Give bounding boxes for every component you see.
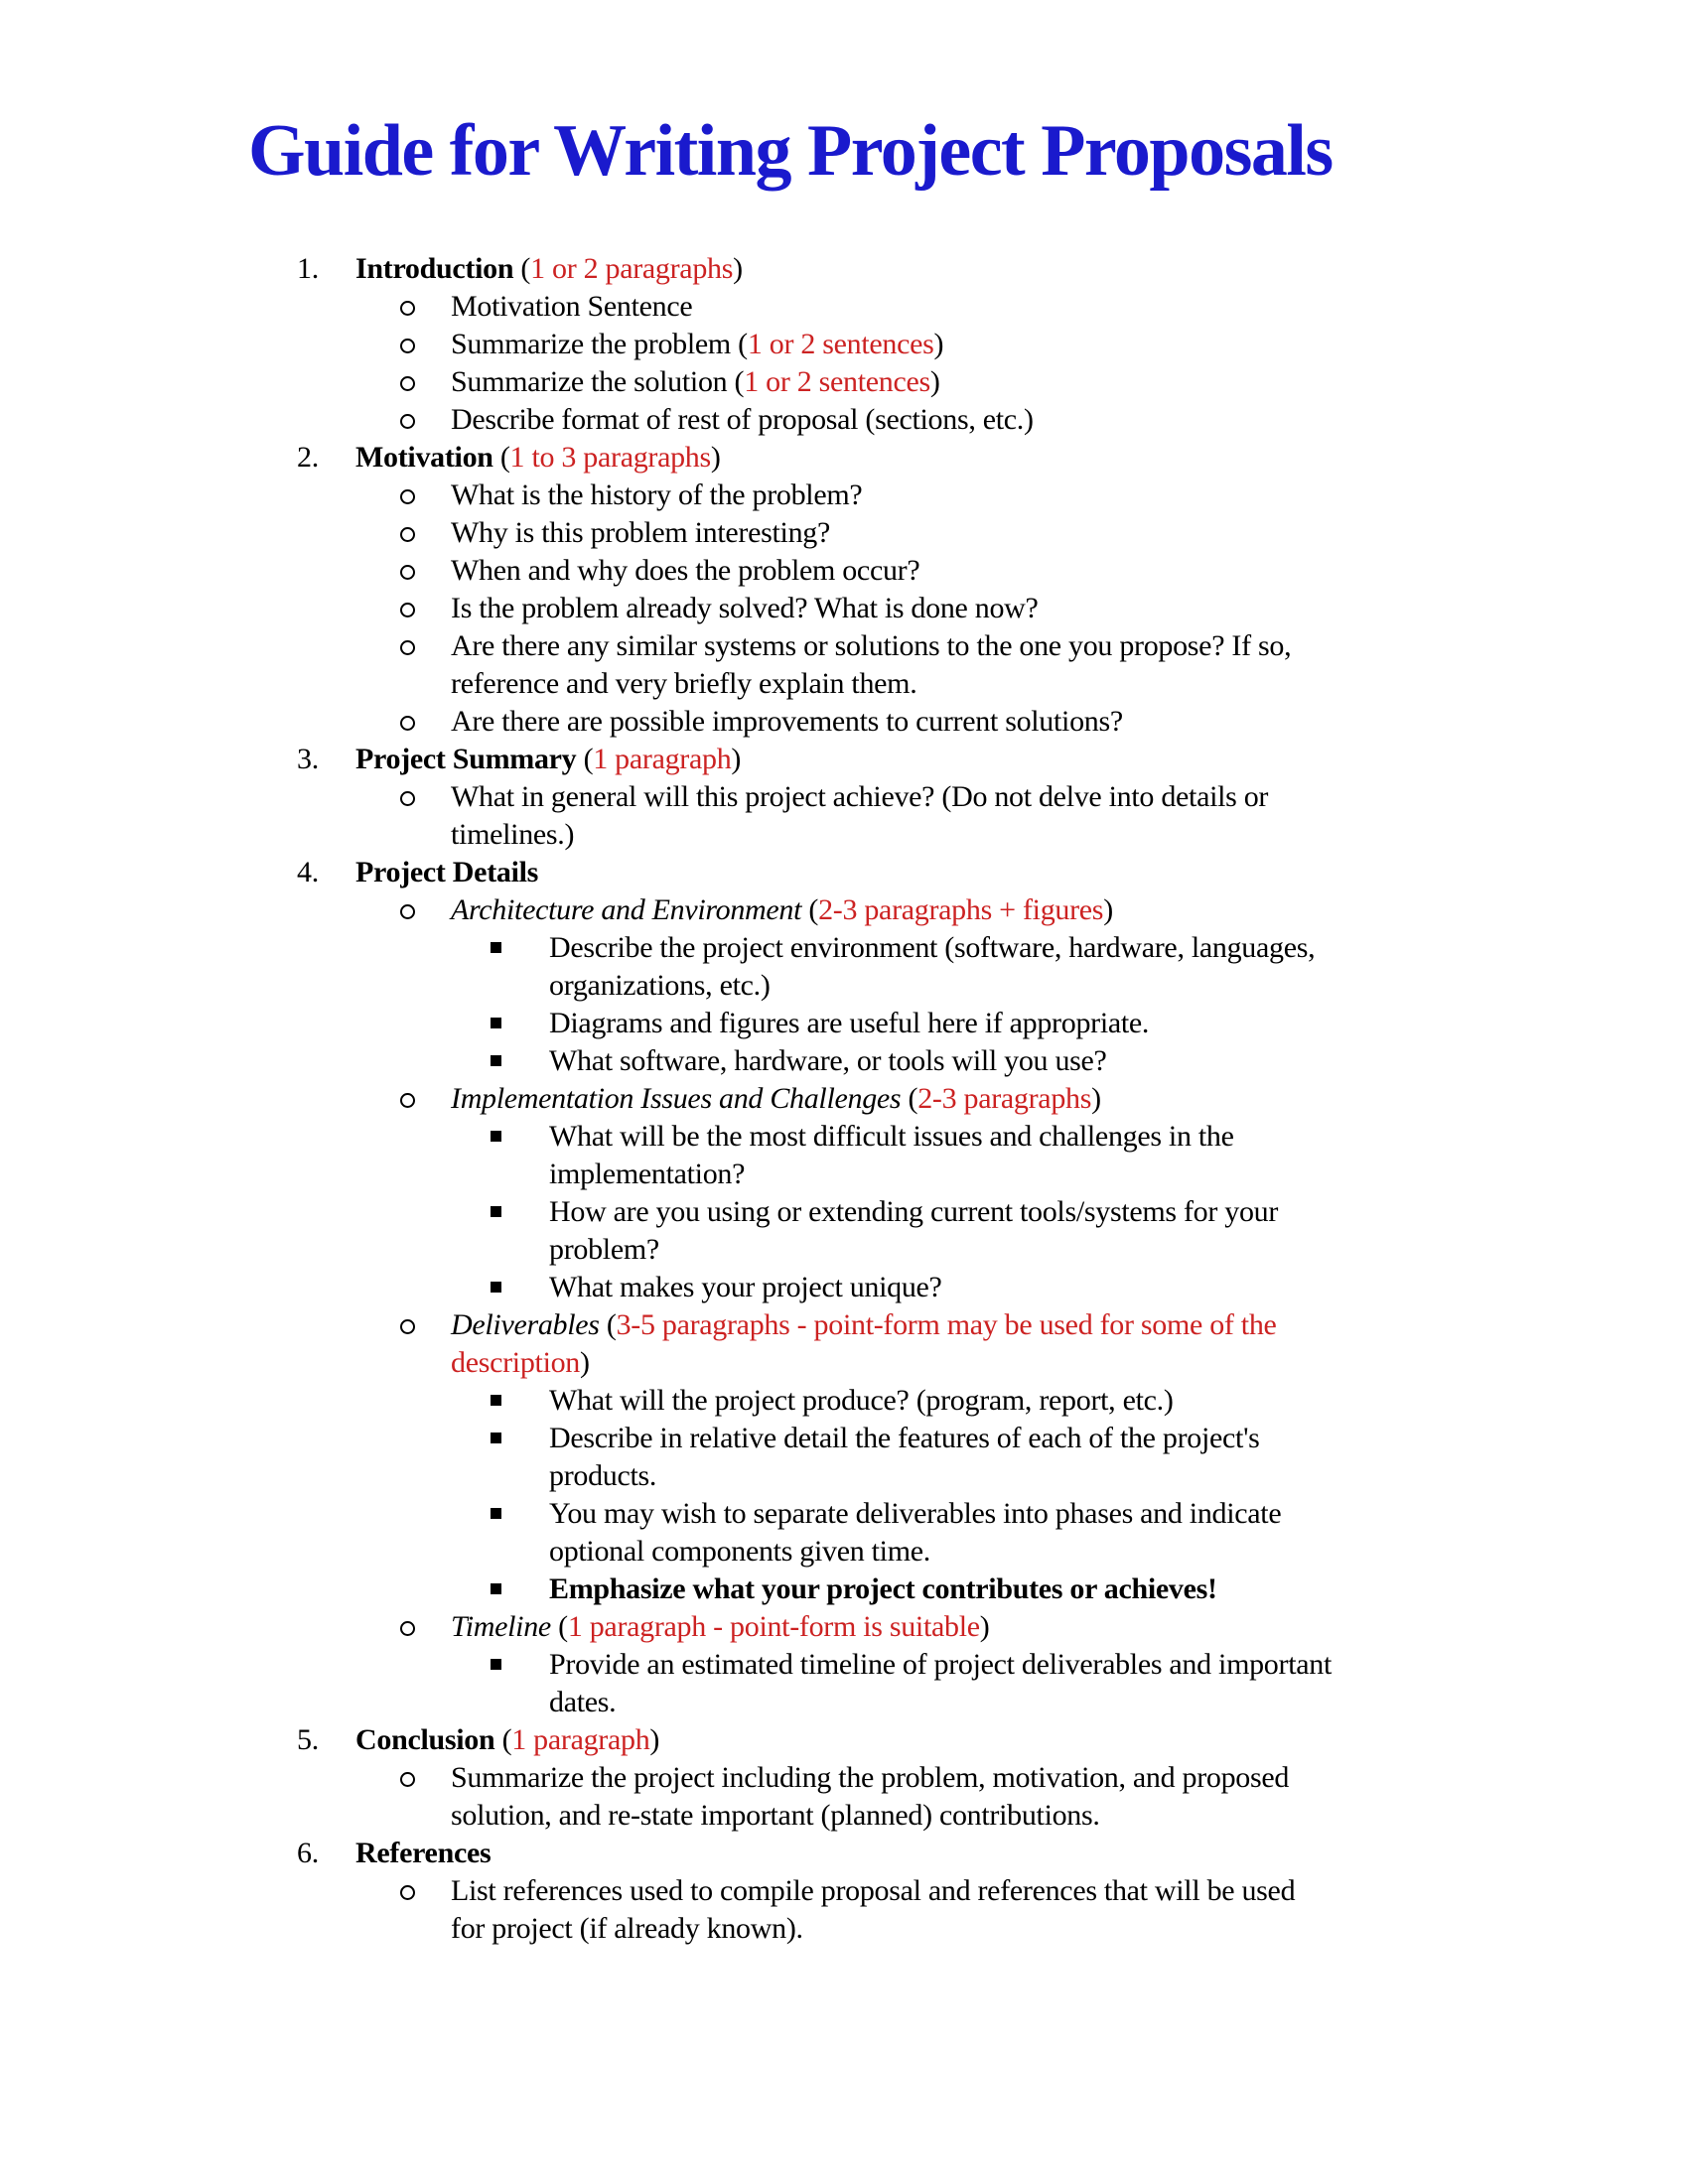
text-segment: 1 paragraph - point-form is suitable bbox=[567, 1610, 980, 1643]
text-segment: 1 paragraph bbox=[593, 743, 732, 775]
bullet-marker bbox=[400, 891, 451, 929]
text-segment: List references used to compile proposal and references that will be used bbox=[451, 1874, 1296, 1907]
circle-bullet-icon bbox=[400, 640, 415, 655]
text-segment: Why is this problem interesting? bbox=[451, 516, 830, 549]
list-line-continuation bbox=[0, 1684, 1688, 1721]
square-bullet-icon bbox=[491, 942, 501, 953]
line-text bbox=[549, 1535, 930, 1568]
text-segment: 1 or 2 sentences bbox=[744, 365, 930, 398]
list-item-level-1 bbox=[0, 741, 1688, 778]
line-text bbox=[451, 290, 692, 323]
list-item-level-2 bbox=[0, 288, 1688, 326]
bullet-marker bbox=[491, 1382, 549, 1420]
line-text bbox=[451, 365, 940, 398]
line-text bbox=[549, 1686, 616, 1718]
text-segment: Are there any similar systems or solutions to the one you propose? If so, bbox=[451, 629, 1292, 662]
text-segment: 1 to 3 paragraphs bbox=[509, 441, 711, 474]
line-text bbox=[549, 1158, 745, 1190]
text-segment: ( bbox=[550, 1610, 568, 1643]
list-number: 6. bbox=[297, 1837, 319, 1869]
list-number: 5. bbox=[297, 1723, 319, 1756]
square-bullet-icon bbox=[491, 1018, 501, 1028]
list-item-level-3 bbox=[0, 1382, 1688, 1420]
circle-bullet-icon bbox=[400, 489, 415, 504]
bullet-marker bbox=[400, 703, 451, 741]
text-segment: 2-3 paragraphs bbox=[917, 1082, 1092, 1115]
text-segment: Deliverables bbox=[451, 1308, 600, 1341]
text-segment: ( bbox=[599, 1308, 617, 1341]
circle-bullet-icon bbox=[400, 603, 415, 617]
bullet-marker bbox=[400, 1306, 451, 1344]
line-text bbox=[451, 893, 1113, 926]
circle-bullet-icon bbox=[400, 1093, 415, 1108]
text-segment: for project (if already known). bbox=[451, 1912, 803, 1945]
list-item-level-3 bbox=[0, 1042, 1688, 1080]
text-segment: ( bbox=[576, 743, 594, 775]
line-text bbox=[451, 1761, 1289, 1794]
text-segment: ) bbox=[933, 328, 944, 360]
circle-bullet-icon bbox=[400, 376, 415, 391]
text-segment: Summarize the solution ( bbox=[451, 365, 745, 398]
text-segment: How are you using or extending current tools/systems for your bbox=[549, 1195, 1279, 1228]
circle-bullet-icon bbox=[400, 1885, 415, 1900]
list-line-continuation bbox=[0, 1910, 1688, 1948]
list-item-level-2 bbox=[0, 891, 1688, 929]
text-segment: What makes your project unique? bbox=[549, 1271, 942, 1303]
line-text bbox=[451, 705, 1123, 738]
line-text bbox=[355, 856, 538, 888]
line-text bbox=[451, 667, 916, 700]
outline-list bbox=[0, 250, 1688, 1948]
bullet-marker bbox=[400, 590, 451, 627]
text-segment: Project Summary bbox=[355, 743, 577, 775]
text-segment: Motivation bbox=[355, 441, 493, 474]
line-text bbox=[549, 1497, 1281, 1530]
bullet-marker bbox=[400, 1608, 451, 1646]
text-segment: implementation? bbox=[549, 1158, 746, 1190]
text-segment: dates. bbox=[549, 1686, 617, 1718]
text-segment: ) bbox=[733, 252, 743, 285]
list-item-level-3 bbox=[0, 929, 1688, 967]
line-text bbox=[355, 1837, 491, 1869]
text-segment: You may wish to separate deliverables into phases and indicate bbox=[549, 1497, 1282, 1530]
text-segment: ) bbox=[929, 365, 940, 398]
text-segment: What in general will this project achieve? (Do not delve into details or bbox=[451, 780, 1269, 813]
bullet-marker bbox=[491, 1005, 549, 1042]
line-text bbox=[451, 780, 1268, 813]
list-item-level-2 bbox=[0, 1608, 1688, 1646]
bullet-marker bbox=[491, 1495, 549, 1533]
text-segment: 1 paragraph bbox=[511, 1723, 650, 1756]
list-item-level-2 bbox=[0, 1080, 1688, 1118]
list-number: 2. bbox=[297, 441, 319, 474]
list-number: 3. bbox=[297, 743, 319, 775]
line-text bbox=[451, 1874, 1295, 1907]
circle-bullet-icon bbox=[400, 1772, 415, 1787]
text-segment: References bbox=[355, 1837, 492, 1869]
text-segment: 1 or 2 paragraphs bbox=[530, 252, 734, 285]
circle-bullet-icon bbox=[400, 1621, 415, 1636]
list-item-level-3 bbox=[0, 1269, 1688, 1306]
text-segment: Implementation Issues and Challenges bbox=[451, 1082, 902, 1115]
line-text bbox=[549, 1271, 942, 1303]
line-text bbox=[451, 1912, 803, 1945]
square-bullet-icon bbox=[491, 1508, 501, 1519]
square-bullet-icon bbox=[491, 1131, 501, 1142]
text-segment: Architecture and Environment bbox=[451, 893, 802, 926]
list-item-level-2 bbox=[0, 1306, 1688, 1344]
text-segment: Project Details bbox=[355, 856, 539, 888]
list-item-level-2 bbox=[0, 363, 1688, 401]
page-title: Guide for Writing Project Proposals bbox=[248, 110, 1333, 192]
text-segment: ( bbox=[801, 893, 819, 926]
bullet-marker bbox=[491, 1193, 549, 1231]
list-item-level-2 bbox=[0, 1759, 1688, 1797]
square-bullet-icon bbox=[491, 1282, 501, 1293]
list-item-level-2 bbox=[0, 1872, 1688, 1910]
line-text bbox=[451, 818, 574, 851]
square-bullet-icon bbox=[491, 1055, 501, 1066]
list-line-continuation bbox=[0, 1231, 1688, 1269]
text-segment: Emphasize what your project contributes or achieves! bbox=[549, 1572, 1217, 1605]
list-item-level-2 bbox=[0, 326, 1688, 363]
text-segment: ( bbox=[494, 1723, 512, 1756]
bullet-marker bbox=[400, 1872, 451, 1910]
square-bullet-icon bbox=[491, 1433, 501, 1443]
line-text bbox=[549, 931, 1315, 964]
circle-bullet-icon bbox=[400, 339, 415, 353]
list-item-level-3 bbox=[0, 1495, 1688, 1533]
line-text bbox=[549, 1459, 656, 1492]
text-segment: products. bbox=[549, 1459, 657, 1492]
text-segment: Describe format of rest of proposal (sections, etc.) bbox=[451, 403, 1034, 436]
text-segment: Timeline bbox=[451, 1610, 551, 1643]
text-segment: ( bbox=[492, 441, 510, 474]
text-segment: Summarize the problem ( bbox=[451, 328, 748, 360]
square-bullet-icon bbox=[491, 1659, 501, 1670]
bullet-marker bbox=[400, 1080, 451, 1118]
text-segment: reference and very briefly explain them. bbox=[451, 667, 917, 700]
list-number: 1. bbox=[297, 252, 319, 285]
circle-bullet-icon bbox=[400, 301, 415, 316]
line-text bbox=[451, 554, 919, 587]
list-item-level-3 bbox=[0, 1646, 1688, 1684]
list-item-level-2 bbox=[0, 703, 1688, 741]
line-text bbox=[549, 969, 771, 1002]
circle-bullet-icon bbox=[400, 565, 415, 580]
square-bullet-icon bbox=[491, 1583, 501, 1594]
text-segment: timelines.) bbox=[451, 818, 575, 851]
text-segment: ( bbox=[513, 252, 531, 285]
bullet-marker bbox=[400, 326, 451, 363]
line-text bbox=[451, 1308, 1277, 1341]
list-item-level-3 bbox=[0, 1118, 1688, 1156]
bullet-marker bbox=[491, 1420, 549, 1457]
text-segment: Diagrams and figures are useful here if appropriate. bbox=[549, 1007, 1150, 1039]
list-item-level-1 bbox=[0, 439, 1688, 477]
bullet-marker bbox=[400, 514, 451, 552]
circle-bullet-icon bbox=[400, 527, 415, 542]
bullet-marker bbox=[400, 363, 451, 401]
list-item-level-2 bbox=[0, 778, 1688, 816]
line-text bbox=[549, 1572, 1217, 1605]
text-segment: Summarize the project including the problem, motivation, and proposed bbox=[451, 1761, 1290, 1794]
bullet-marker bbox=[400, 1759, 451, 1797]
line-text bbox=[549, 1233, 659, 1266]
bullet-marker bbox=[400, 401, 451, 439]
text-segment: Introduction bbox=[355, 252, 514, 285]
line-text bbox=[451, 629, 1291, 662]
line-text bbox=[549, 1422, 1260, 1454]
bullet-marker bbox=[491, 1042, 549, 1080]
text-segment: 2-3 paragraphs + figures bbox=[818, 893, 1104, 926]
square-bullet-icon bbox=[491, 1395, 501, 1406]
line-text bbox=[549, 1007, 1149, 1039]
list-line-continuation bbox=[0, 1344, 1688, 1382]
text-segment: ) bbox=[649, 1723, 660, 1756]
list-line-continuation bbox=[0, 1797, 1688, 1835]
text-segment: Describe the project environment (software, hardware, languages, bbox=[549, 931, 1316, 964]
list-item-level-1 bbox=[0, 854, 1688, 891]
text-segment: When and why does the problem occur? bbox=[451, 554, 920, 587]
list-line-continuation bbox=[0, 1533, 1688, 1570]
line-text bbox=[451, 1346, 590, 1379]
line-text bbox=[451, 1082, 1101, 1115]
bullet-marker bbox=[491, 1269, 549, 1306]
list-item-level-3 bbox=[0, 1005, 1688, 1042]
text-segment: Are there are possible improvements to current solutions? bbox=[451, 705, 1123, 738]
bullet-marker bbox=[400, 778, 451, 816]
text-segment: ) bbox=[979, 1610, 990, 1643]
line-text bbox=[549, 1195, 1278, 1228]
text-segment: ) bbox=[731, 743, 742, 775]
list-item-level-3 bbox=[0, 1570, 1688, 1608]
list-item-level-1 bbox=[0, 1835, 1688, 1872]
list-item-level-3 bbox=[0, 1420, 1688, 1457]
list-item-level-2 bbox=[0, 627, 1688, 665]
text-segment: What will be the most difficult issues and challenges in the bbox=[549, 1120, 1234, 1153]
text-segment: ) bbox=[710, 441, 721, 474]
text-segment: What software, hardware, or tools will you use? bbox=[549, 1044, 1107, 1077]
line-text bbox=[355, 743, 741, 775]
bullet-marker bbox=[400, 627, 451, 665]
text-segment: 3-5 paragraphs - point-form may be used for some of the bbox=[616, 1308, 1277, 1341]
list-item-level-1 bbox=[0, 250, 1688, 288]
circle-bullet-icon bbox=[400, 904, 415, 919]
bullet-marker bbox=[400, 288, 451, 326]
text-segment: Is the problem already solved? What is done now? bbox=[451, 592, 1039, 624]
text-segment: 1 or 2 sentences bbox=[747, 328, 934, 360]
text-segment: ) bbox=[1091, 1082, 1101, 1115]
line-text bbox=[451, 328, 943, 360]
bullet-marker bbox=[491, 1118, 549, 1156]
text-segment: description bbox=[451, 1346, 581, 1379]
list-item-level-2 bbox=[0, 401, 1688, 439]
line-text bbox=[549, 1648, 1332, 1681]
text-segment: problem? bbox=[549, 1233, 659, 1266]
bullet-marker bbox=[400, 552, 451, 590]
list-item-level-2 bbox=[0, 514, 1688, 552]
list-item-level-2 bbox=[0, 590, 1688, 627]
line-text bbox=[355, 252, 743, 285]
text-segment: organizations, etc.) bbox=[549, 969, 771, 1002]
list-item-level-3 bbox=[0, 1193, 1688, 1231]
circle-bullet-icon bbox=[400, 1319, 415, 1334]
bullet-marker bbox=[491, 929, 549, 967]
line-text bbox=[451, 516, 830, 549]
line-text bbox=[355, 1723, 659, 1756]
circle-bullet-icon bbox=[400, 716, 415, 731]
list-line-continuation bbox=[0, 816, 1688, 854]
bullet-marker bbox=[491, 1646, 549, 1684]
line-text bbox=[451, 592, 1039, 624]
text-segment: ) bbox=[1103, 893, 1113, 926]
list-line-continuation bbox=[0, 1156, 1688, 1193]
line-text bbox=[451, 1610, 989, 1643]
bullet-marker bbox=[400, 477, 451, 514]
list-item-level-1 bbox=[0, 1721, 1688, 1759]
text-segment: Motivation Sentence bbox=[451, 290, 693, 323]
line-text bbox=[451, 403, 1034, 436]
circle-bullet-icon bbox=[400, 414, 415, 429]
text-segment: What will the project produce? (program, report, etc.) bbox=[549, 1384, 1174, 1417]
list-number: 4. bbox=[297, 856, 319, 888]
line-text bbox=[549, 1044, 1107, 1077]
text-segment: Provide an estimated timeline of project deliverables and important bbox=[549, 1648, 1332, 1681]
list-item-level-2 bbox=[0, 477, 1688, 514]
line-text bbox=[549, 1120, 1234, 1153]
circle-bullet-icon bbox=[400, 791, 415, 806]
square-bullet-icon bbox=[491, 1206, 501, 1217]
line-text bbox=[355, 441, 721, 474]
list-line-continuation bbox=[0, 665, 1688, 703]
text-segment: solution, and re-state important (planned) contributions. bbox=[451, 1799, 1100, 1832]
line-text bbox=[451, 478, 862, 511]
text-segment: Describe in relative detail the features of each of the project's bbox=[549, 1422, 1260, 1454]
text-segment: ) bbox=[580, 1346, 590, 1379]
line-text bbox=[451, 1799, 1100, 1832]
line-text bbox=[549, 1384, 1174, 1417]
list-line-continuation bbox=[0, 967, 1688, 1005]
list-item-level-2 bbox=[0, 552, 1688, 590]
text-segment: What is the history of the problem? bbox=[451, 478, 863, 511]
text-segment: optional components given time. bbox=[549, 1535, 930, 1568]
bullet-marker bbox=[491, 1570, 549, 1608]
text-segment: Conclusion bbox=[355, 1723, 495, 1756]
list-line-continuation bbox=[0, 1457, 1688, 1495]
text-segment: ( bbox=[901, 1082, 918, 1115]
